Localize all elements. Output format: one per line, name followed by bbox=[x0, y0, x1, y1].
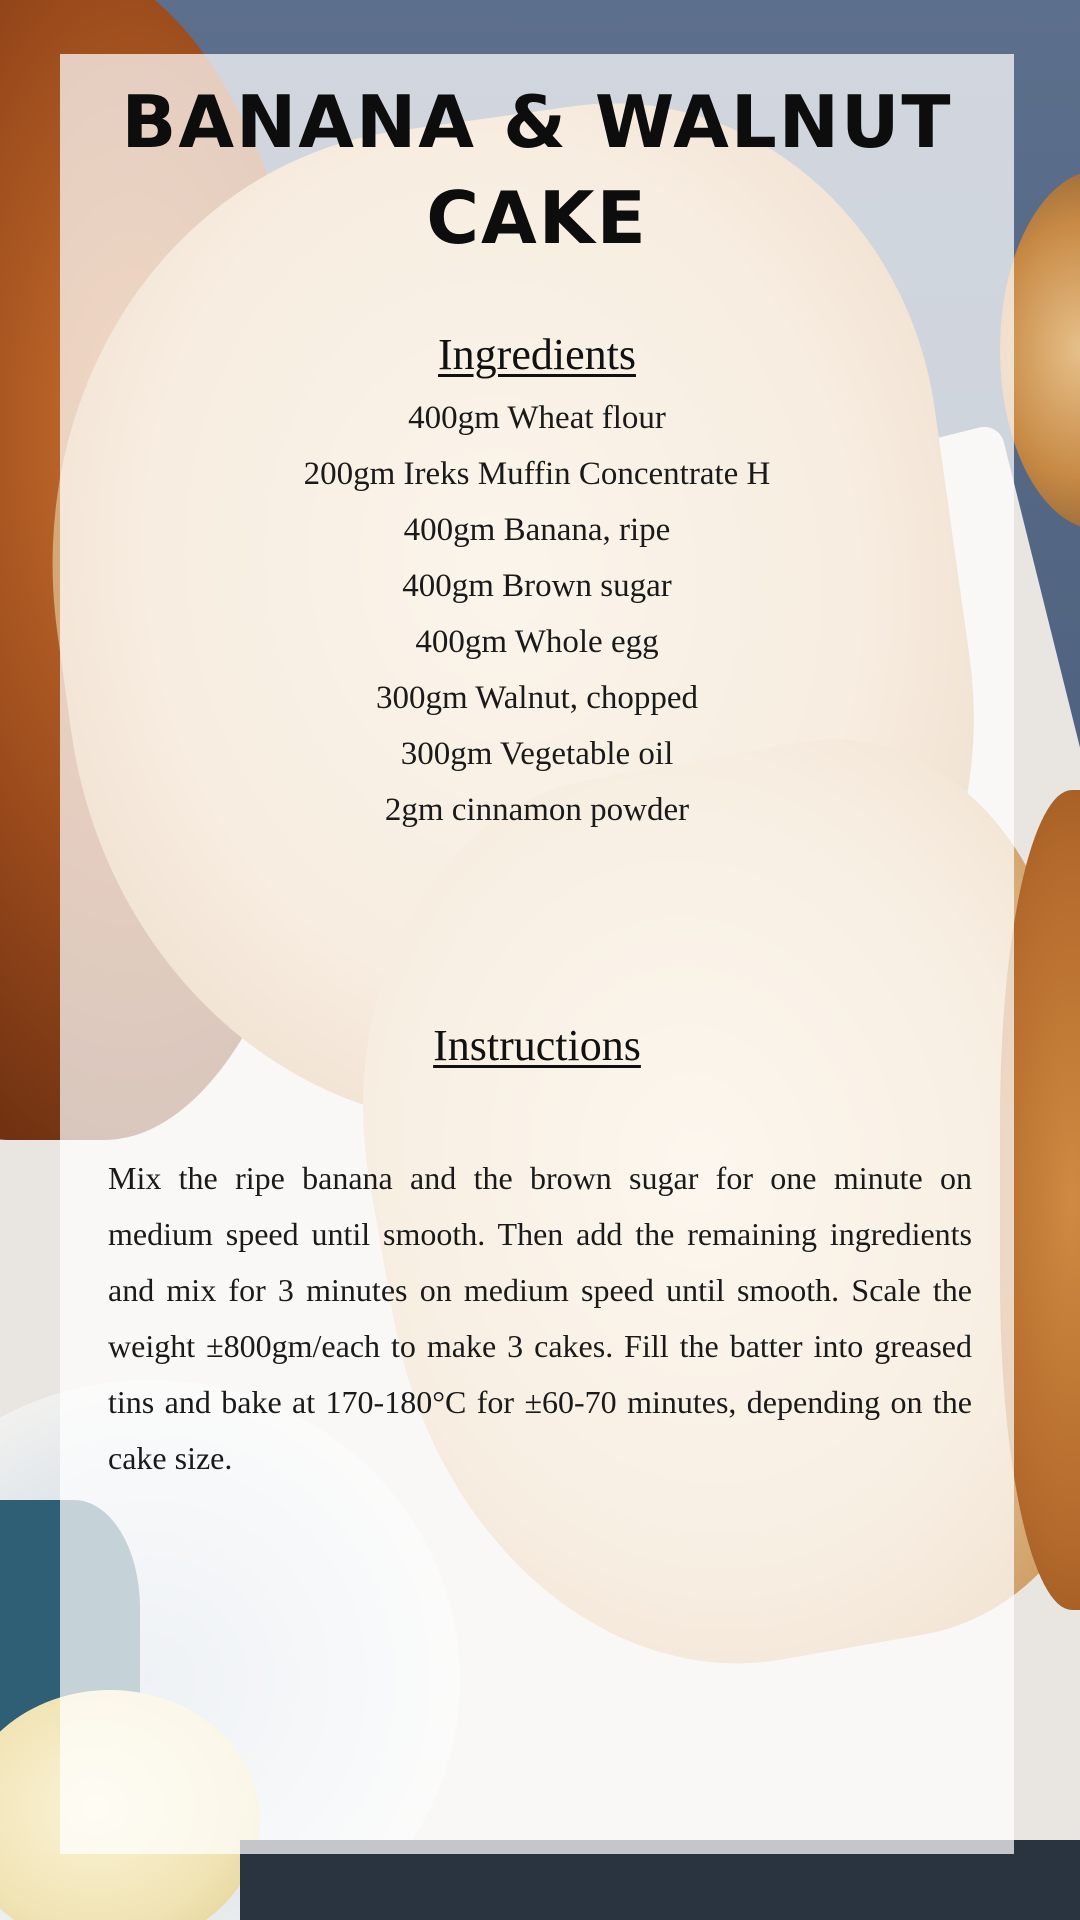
ingredients-list bbox=[60, 390, 1014, 838]
ingredients-heading-text: Ingredients bbox=[438, 330, 636, 379]
instructions-paragraph: Mix the ripe banana and the brown sugar for one minute on medium speed until smooth. Then add the remaining ingredients and mix for 3 minutes on medium speed until smooth. Scale the weight ±800gm/each to make 3 cakes. Fill the batter into greased tins and bake at 170-180°C for ±60-70 minutes, depending on the cake size. bbox=[108, 1160, 972, 1476]
ingredient-item: 300gm Vegetable oil bbox=[400, 736, 674, 772]
recipe-card bbox=[60, 54, 1014, 1854]
ingredient-item: 400gm Whole egg bbox=[415, 624, 659, 660]
ingredient-item: 400gm Brown sugar bbox=[402, 568, 672, 604]
ingredient-item: 300gm Walnut, chopped bbox=[375, 680, 699, 716]
recipe-title bbox=[60, 74, 1014, 266]
ingredient-item: 200gm Ireks Muffin Concentrate H bbox=[303, 456, 771, 492]
recipe-title-line: CAKE bbox=[426, 176, 648, 260]
ingredient-item: 400gm Banana, ripe bbox=[403, 512, 671, 548]
ingredients-heading bbox=[60, 328, 1014, 382]
ingredient-item: 400gm Wheat flour bbox=[408, 400, 666, 436]
instructions-heading-text: Instructions bbox=[433, 1021, 641, 1070]
ingredient-item: 2gm cinnamon powder bbox=[384, 792, 690, 828]
recipe-title-line: BANANA & WALNUT bbox=[121, 80, 953, 164]
instructions-heading bbox=[60, 1019, 1014, 1073]
